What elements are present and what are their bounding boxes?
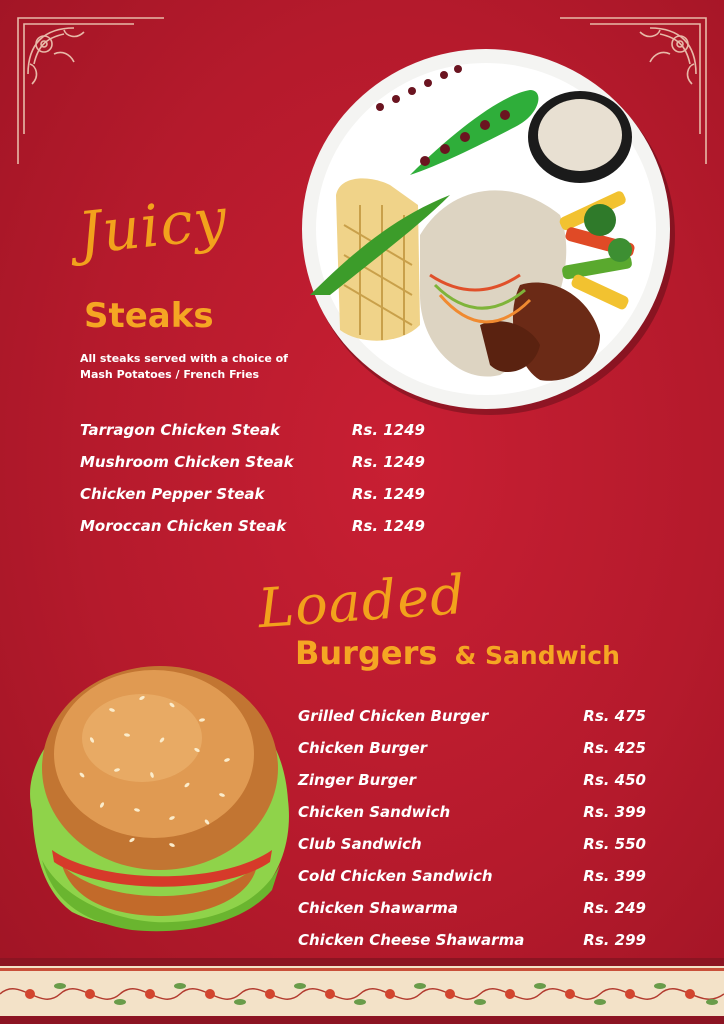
menu-item [298,796,646,828]
menu-item [298,828,646,860]
steaks-title: Steaks [84,296,214,336]
item-price: Rs. 299 [583,931,646,949]
burgers-title-suffix: & Sandwich [454,641,620,670]
steaks-note [80,351,288,383]
item-price: Rs. 1249 [351,485,425,503]
item-price: Rs. 1249 [351,421,425,439]
steaks-menu-list [80,414,425,542]
menu-item [80,478,425,510]
item-price: Rs. 399 [583,867,646,885]
steak-plate-image [300,45,680,420]
menu-item [80,414,425,446]
item-name: Club Sandwich [298,835,422,853]
item-price: Rs. 550 [583,835,646,853]
steaks-note-line1: All steaks served with a choice of [80,352,288,365]
item-price: Rs. 475 [583,707,646,725]
menu-item [298,924,646,956]
menu-item [298,700,646,732]
menu-item [298,892,646,924]
burgers-title [295,634,620,672]
item-name: Mushroom Chicken Steak [80,453,294,471]
item-price: Rs. 249 [583,899,646,917]
item-price: Rs. 399 [583,803,646,821]
burgers-script-title: Loaded [256,562,468,641]
item-price: Rs. 425 [583,739,646,757]
item-name: Tarragon Chicken Steak [80,421,280,439]
item-price: Rs. 1249 [351,517,425,535]
corner-ornament-left [14,14,164,164]
steaks-script-title: Juicy [74,184,231,268]
burger-image [22,650,292,935]
burgers-title-main: Burgers [295,634,438,672]
item-name: Chicken Burger [298,739,428,757]
steaks-note-line2: Mash Potatoes / French Fries [80,368,260,381]
menu-item [298,860,646,892]
item-name: Cold Chicken Sandwich [298,867,493,885]
menu-item [80,446,425,478]
item-name: Chicken Sandwich [298,803,451,821]
item-price: Rs. 450 [583,771,646,789]
item-price: Rs. 1249 [351,453,425,471]
menu-item [298,732,646,764]
item-name: Grilled Chicken Burger [298,707,489,725]
menu-item [298,764,646,796]
decorative-border [0,958,724,1024]
burgers-menu-list [298,700,646,956]
item-name: Chicken Pepper Steak [80,485,265,503]
menu-item [80,510,425,542]
item-name: Chicken Cheese Shawarma [298,931,525,949]
item-name: Moroccan Chicken Steak [80,517,287,535]
item-name: Chicken Shawarma [298,899,458,917]
item-name: Zinger Burger [298,771,417,789]
